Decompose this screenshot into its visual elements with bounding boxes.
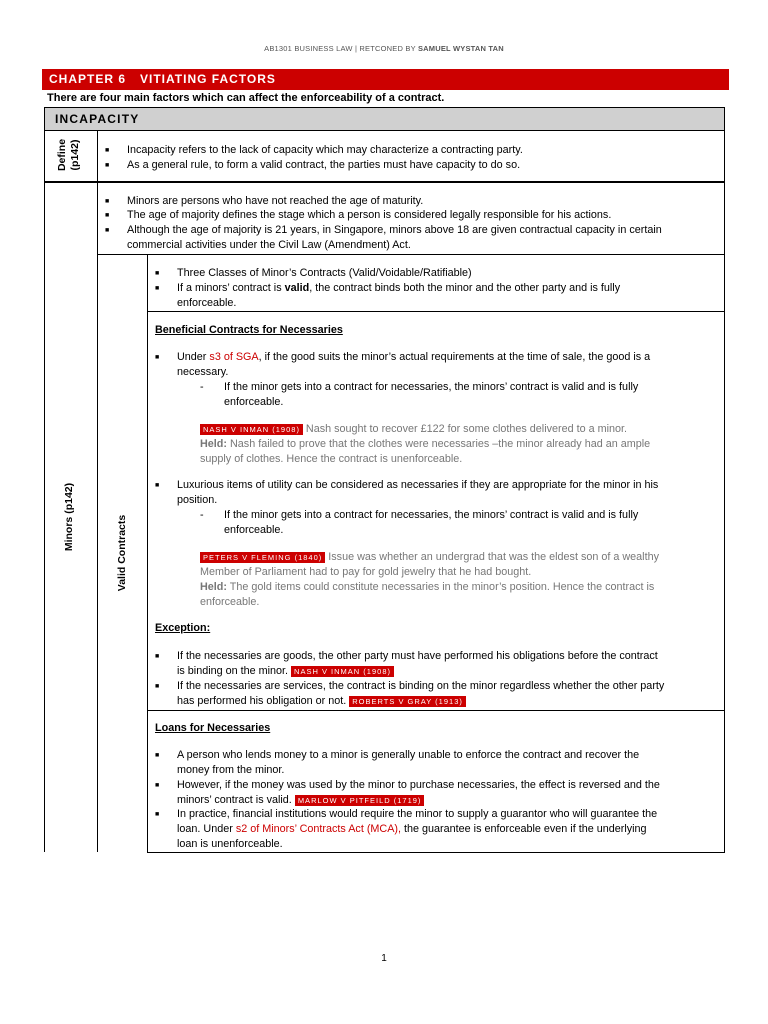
list-item: ■ Three Classes of Minor’s Contracts (Valid/Voidable/Ratifiable) [155,267,472,279]
valid-contracts-label: Valid Contracts [116,514,128,592]
page-header [0,44,768,53]
list-item: ■ Incapacity refers to the lack of capacity which may characterize a contracting party. [105,144,523,156]
case-tag: NASH V INMAN (1908) [200,424,303,435]
section-heading [44,107,725,131]
list-item: ■ The age of majority defines the stage which a person is considered legally responsible for his actions. [105,209,612,221]
case-tag: MARLOW V PITFEILD (1719) [295,795,425,806]
divider [147,852,725,853]
list-item-continued: commercial activities under the Civil Law (Amendment) Act. [127,239,411,251]
define-label-text: Define [56,138,68,172]
divider [147,710,725,711]
list-item: ■ However, if the money was used by the minor to purchase necessaries, the effect is reversed and the minors’ contract is valid. MARLOW V PITFEILD (1719) [155,779,660,806]
divider [147,311,725,312]
minors-label: Minors (p142) [63,482,75,552]
case-tag: PETERS V FLEMING (1840) [200,552,325,563]
list-item: ■ If a minors’ contract is valid, the contract binds both the minor and the other party and is fully enforceable. [155,282,621,309]
intro-text: There are four main factors which can affect the enforceability of a contract. [47,92,445,104]
list-item: ■ Luxurious items of utility can be considered as necessaries if they are appropriate for the minor in his position. [155,479,659,506]
subheading-beneficial: Beneficial Contracts for Necessaries [155,324,343,336]
list-item: ■ As a general rule, to form a valid contract, the parties must have capacity to do so. [105,159,521,171]
subheading-exception: Exception: [155,622,211,634]
divider [97,130,98,182]
divider [724,182,725,254]
list-item: ■ Minors are persons who have not reached the age of maturity. [105,195,424,207]
header-author: SAMUEL WYSTAN TAN [417,44,504,53]
sub-list-item: - If the minor gets into a contract for necessaries, the minors’ contract is valid and is fully enforceable. [200,381,639,408]
list-item: ■ Under s3 of SGA, if the good suits the minor’s actual requirements at the time of sale, the good is a necessary. [155,351,651,378]
define-label [56,129,86,181]
list-item: ■ If the necessaries are goods, the other party must have performed his obligations before the contract is binding on the minor. NASH V INMAN (1908) [155,650,658,677]
page-number: 1 [381,953,387,964]
list-item: ■ Although the age of majority is 21 years, in Singapore, minors above 18 are given contractual capacity in certain [105,224,662,236]
list-item: ■ In practice, financial institutions would require the minor to supply a guarantor who will guarantee the loan. Under s2 of Minors’ Contracts Act (MCA), the guarantee is enforceable even if the underlying loan is unenforceable. [155,808,658,850]
chapter-banner [42,69,729,90]
subheading-loans: Loans for Necessaries [155,722,271,734]
sub-list-item: - If the minor gets into a contract for necessaries, the minors’ contract is valid and is fully enforceable. [200,509,639,536]
section-title: INCAPACITY [55,112,140,126]
case-note-peters: PETERS V FLEMING (1840) Issue was whether an undergrad that was the eldest son of a wealthy Member of Parliament had to pay for gold jewelry that he had bought. Held: The gold items could constitute necessaries in the minor’s position. Hence the contract is enforceable. [200,551,659,608]
case-tag: ROBERTS V GRAY (1913) [349,696,466,707]
chapter-title: VITIATING FACTORS [140,72,276,86]
case-tag: NASH V INMAN (1908) [291,666,394,677]
list-item: ■ If the necessaries are services, the contract is binding on the minor regardless whether the other party has performed his obligation or not. ROBERTS V GRAY (1913) [155,680,665,707]
divider [147,254,148,852]
list-item: ■ A person who lends money to a minor is generally unable to enforce the contract and recover the money from the minor. [155,749,640,776]
case-note-nash: NASH V INMAN (1908) Nash sought to recover £122 for some clothes delivered to a minor. Held: Nash failed to prove that the clothes were necessaries –the minor already had an ample supply of clothes. Hence the contract is unenforceable. [200,423,651,465]
header-course: AB1301 BUSINESS LAW | RETCONED BY [264,44,418,53]
define-label-page: (p142) [69,139,81,171]
divider [44,182,45,852]
divider [44,182,725,183]
chapter-number: CHAPTER 6 [49,72,127,86]
